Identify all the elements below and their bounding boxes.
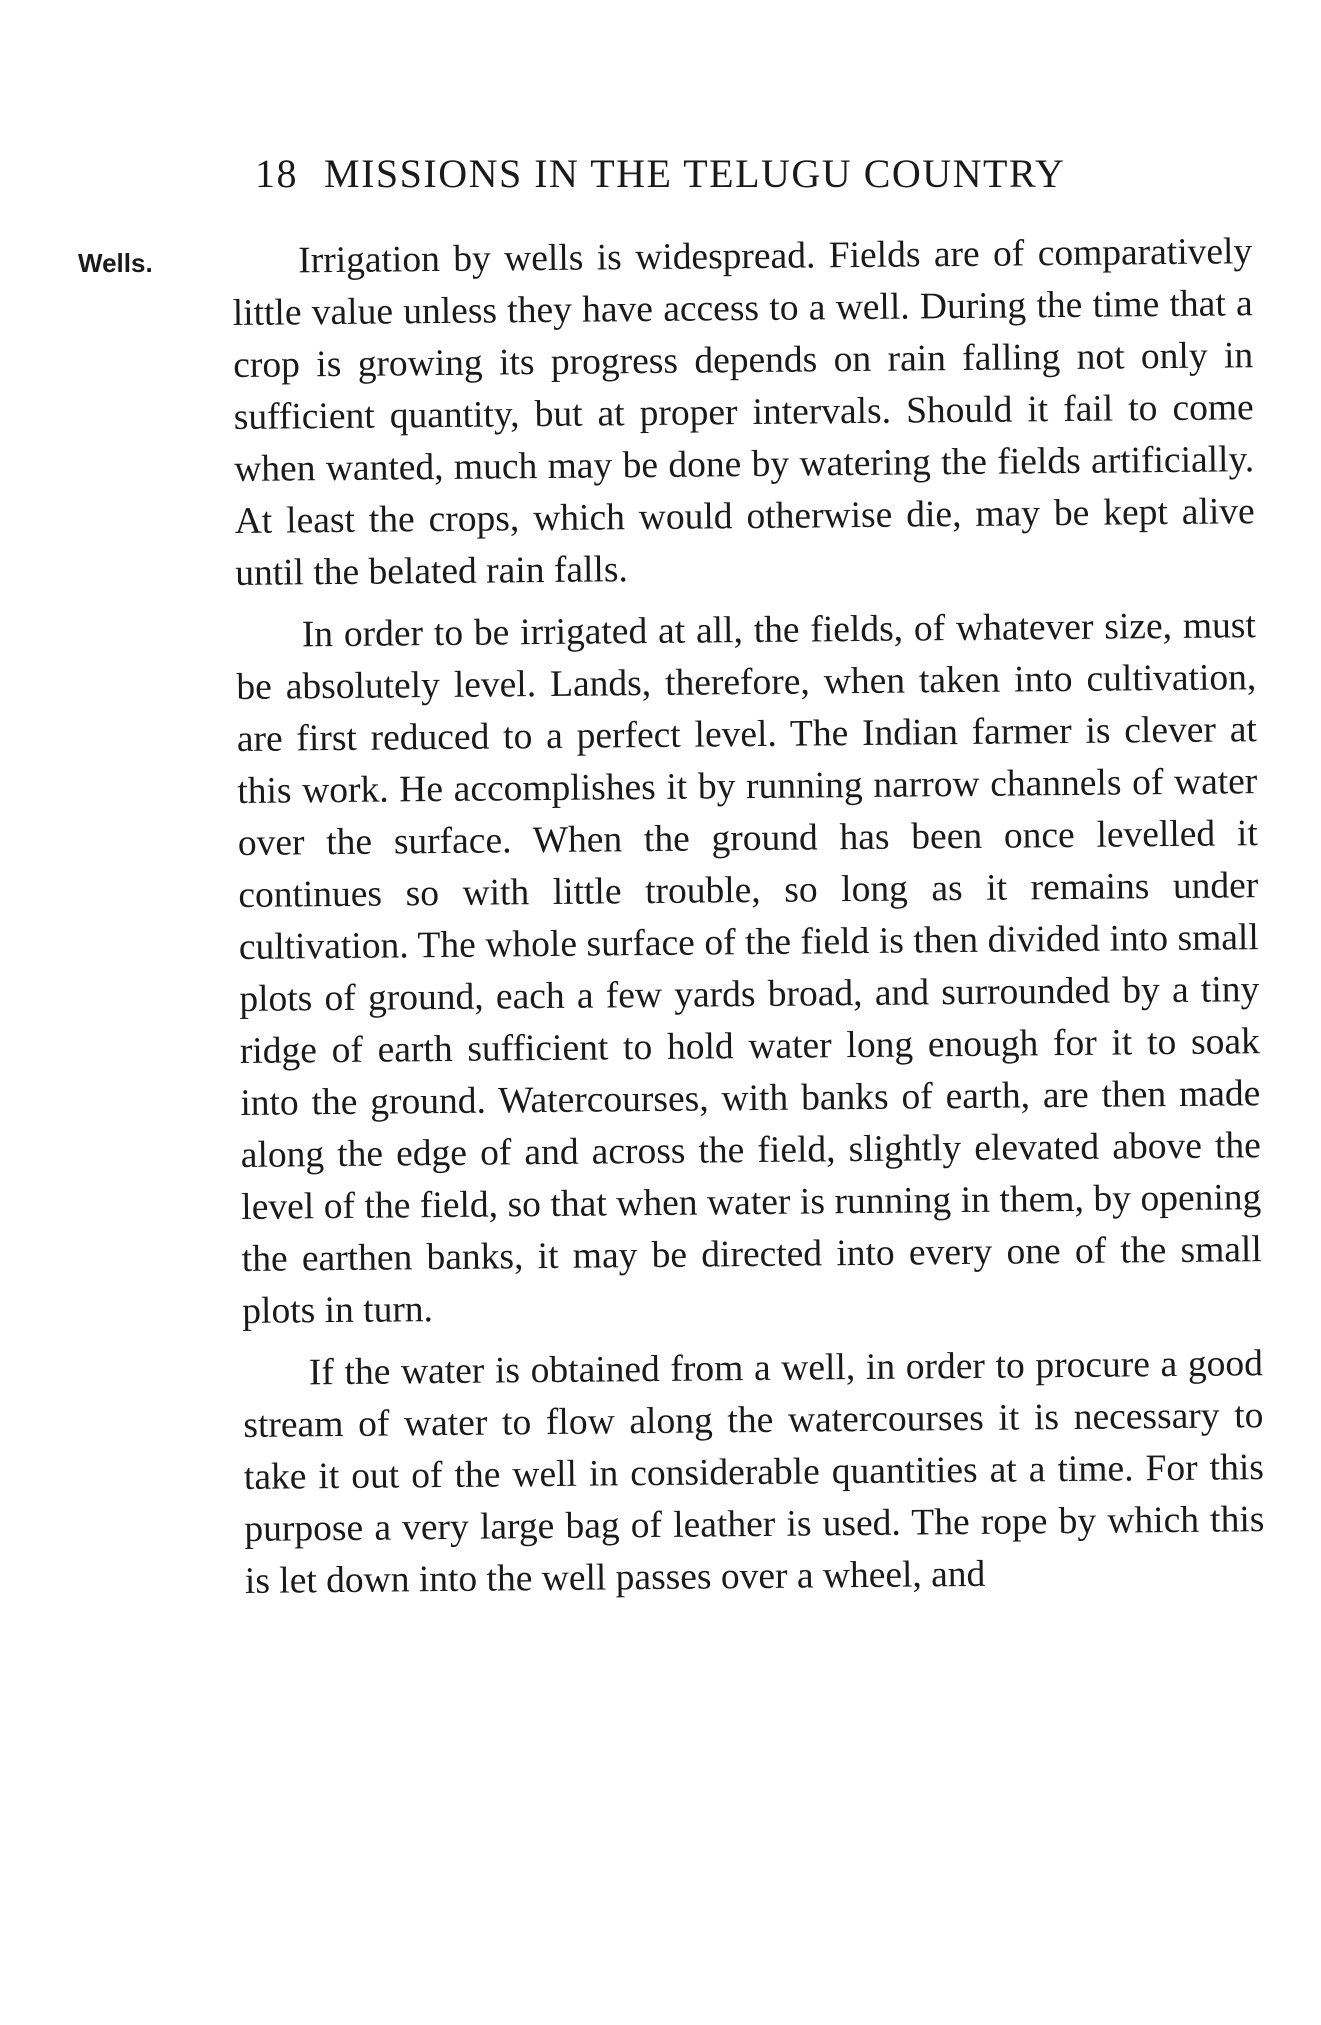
page-number: 18 <box>255 151 298 196</box>
paragraph: Irrigation by wells is widespread. Fields are of comparatively little value unless they have access to a well. During the time that a crop is growing its progress depends on rain falling not only in sufficient quantity, but at proper intervals. Should it fail to come when wanted, much may be done by watering the fields artificially. At least the crops, which would otherwise die, may be kept alive until the belated rain falls. <box>232 231 1255 594</box>
paragraph: If the water is obtained from a well, in order to procure a good stream of water to flow along the watercourses it is necessary to take it out of the well in considerable quantities at a time. For this purpose a very large bag of leather is used. The rope by which this is let down into the well passes over a wheel, and <box>243 1343 1265 1602</box>
running-header <box>255 150 1175 197</box>
running-title: MISSIONS IN THE TELUGU COUNTRY <box>324 151 1066 196</box>
body-text <box>232 226 1265 1608</box>
paragraph: In order to be irrigated at all, the fields, of whatever size, must be absolutely level. Lands, therefore, when taken into cultivation, are first reduced to a perfect level. The Indian farmer is clever at this work. He accomplishes it by running narrow channels of water over the surface. When the ground has been once levelled it continues so with little trouble, so long as it remains under cultivation. The whole surface of the field is then divided into small plots of ground, each a few yards broad, and surrounded by a tiny ridge of earth sufficient to hold water long enough for it to soak into the ground. Watercourses, with banks of earth, are then made along the edge of and across the field, slightly elevated above the level of the field, so that when water is running in them, by opening the earthen banks, it may be directed into every one of the small plots in turn. <box>236 605 1262 1332</box>
margin-note: Wells. <box>78 248 153 278</box>
